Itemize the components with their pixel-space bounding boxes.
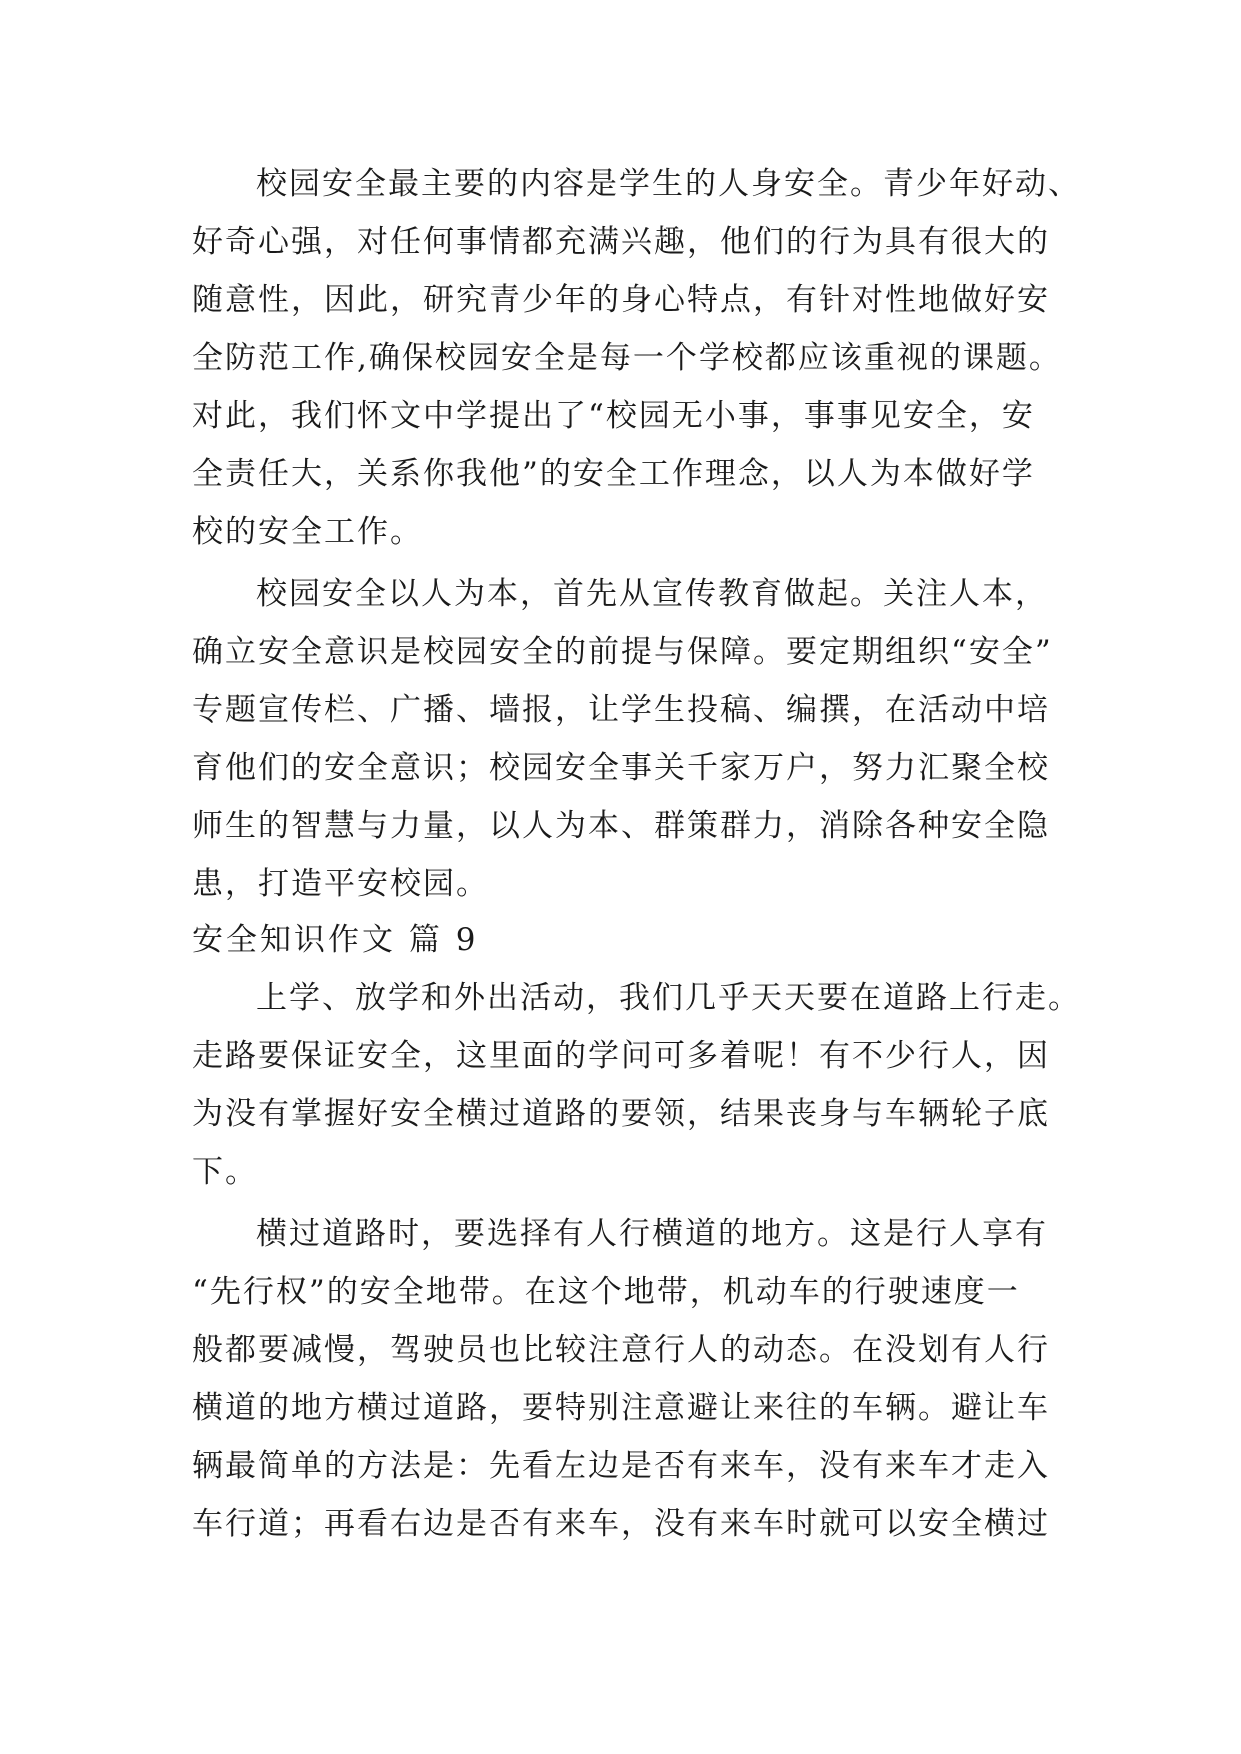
paragraph-line: 校的安全工作。 (192, 514, 423, 550)
paragraph-line: 对此，我们怀文中学提出了“校园无小事，事事见安全，安 (192, 398, 1035, 434)
paragraph-line: 上学、放学和外出活动，我们几乎天天要在道路上行走。 (256, 980, 1081, 1016)
paragraph-line: 全防范工作,确保校园安全是每一个学校都应该重视的课题。 (192, 340, 1062, 376)
paragraph-line: 走路要保证安全，这里面的学问可多着呢！有不少行人，因 (192, 1038, 1050, 1074)
paragraph-line: 随意性，因此，研究青少年的身心特点，有针对性地做好安 (192, 282, 1050, 318)
paragraph-line: 校园安全以人为本，首先从宣传教育做起。关注人本， (256, 576, 1048, 612)
paragraph-line: 横过道路时，要选择有人行横道的地方。这是行人享有 (256, 1216, 1048, 1252)
paragraph-line: 为没有掌握好安全横过道路的要领，结果丧身与车辆轮子底 (192, 1096, 1050, 1132)
section-heading: 安全知识作文 篇 9 (192, 922, 479, 958)
paragraph-line: 师生的智慧与力量，以人为本、群策群力，消除各种安全隐 (192, 808, 1050, 844)
paragraph-line: “先行权”的安全地带。在这个地带，机动车的行驶速度一 (192, 1274, 1020, 1310)
paragraph-line: 全责任大，关系你我他”的安全工作理念，以人为本做好学 (192, 456, 1035, 492)
paragraph-line: 确立安全意识是校园安全的前提与保障。要定期组织“安全” (192, 634, 1053, 670)
paragraph-line: 育他们的安全意识；校园安全事关千家万户，努力汇聚全校 (192, 750, 1050, 786)
paragraph-line: 好奇心强，对任何事情都充满兴趣，他们的行为具有很大的 (192, 224, 1050, 260)
paragraph-line: 校园安全最主要的内容是学生的人身安全。青少年好动、 (256, 166, 1081, 202)
paragraph-line: 横道的地方横过道路，要特别注意避让来往的车辆。避让车 (192, 1390, 1050, 1426)
paragraph-line: 辆最简单的方法是：先看左边是否有来车，没有来车才走入 (192, 1448, 1050, 1484)
paragraph-line: 患，打造平安校园。 (192, 866, 489, 902)
paragraph-line: 下。 (192, 1154, 258, 1190)
paragraph-line: 车行道；再看右边是否有来车，没有来车时就可以安全横过 (192, 1506, 1050, 1542)
paragraph-line: 专题宣传栏、广播、墙报，让学生投稿、编撰，在活动中培 (192, 692, 1050, 728)
paragraph-line: 般都要减慢，驾驶员也比较注意行人的动态。在没划有人行 (192, 1332, 1050, 1368)
